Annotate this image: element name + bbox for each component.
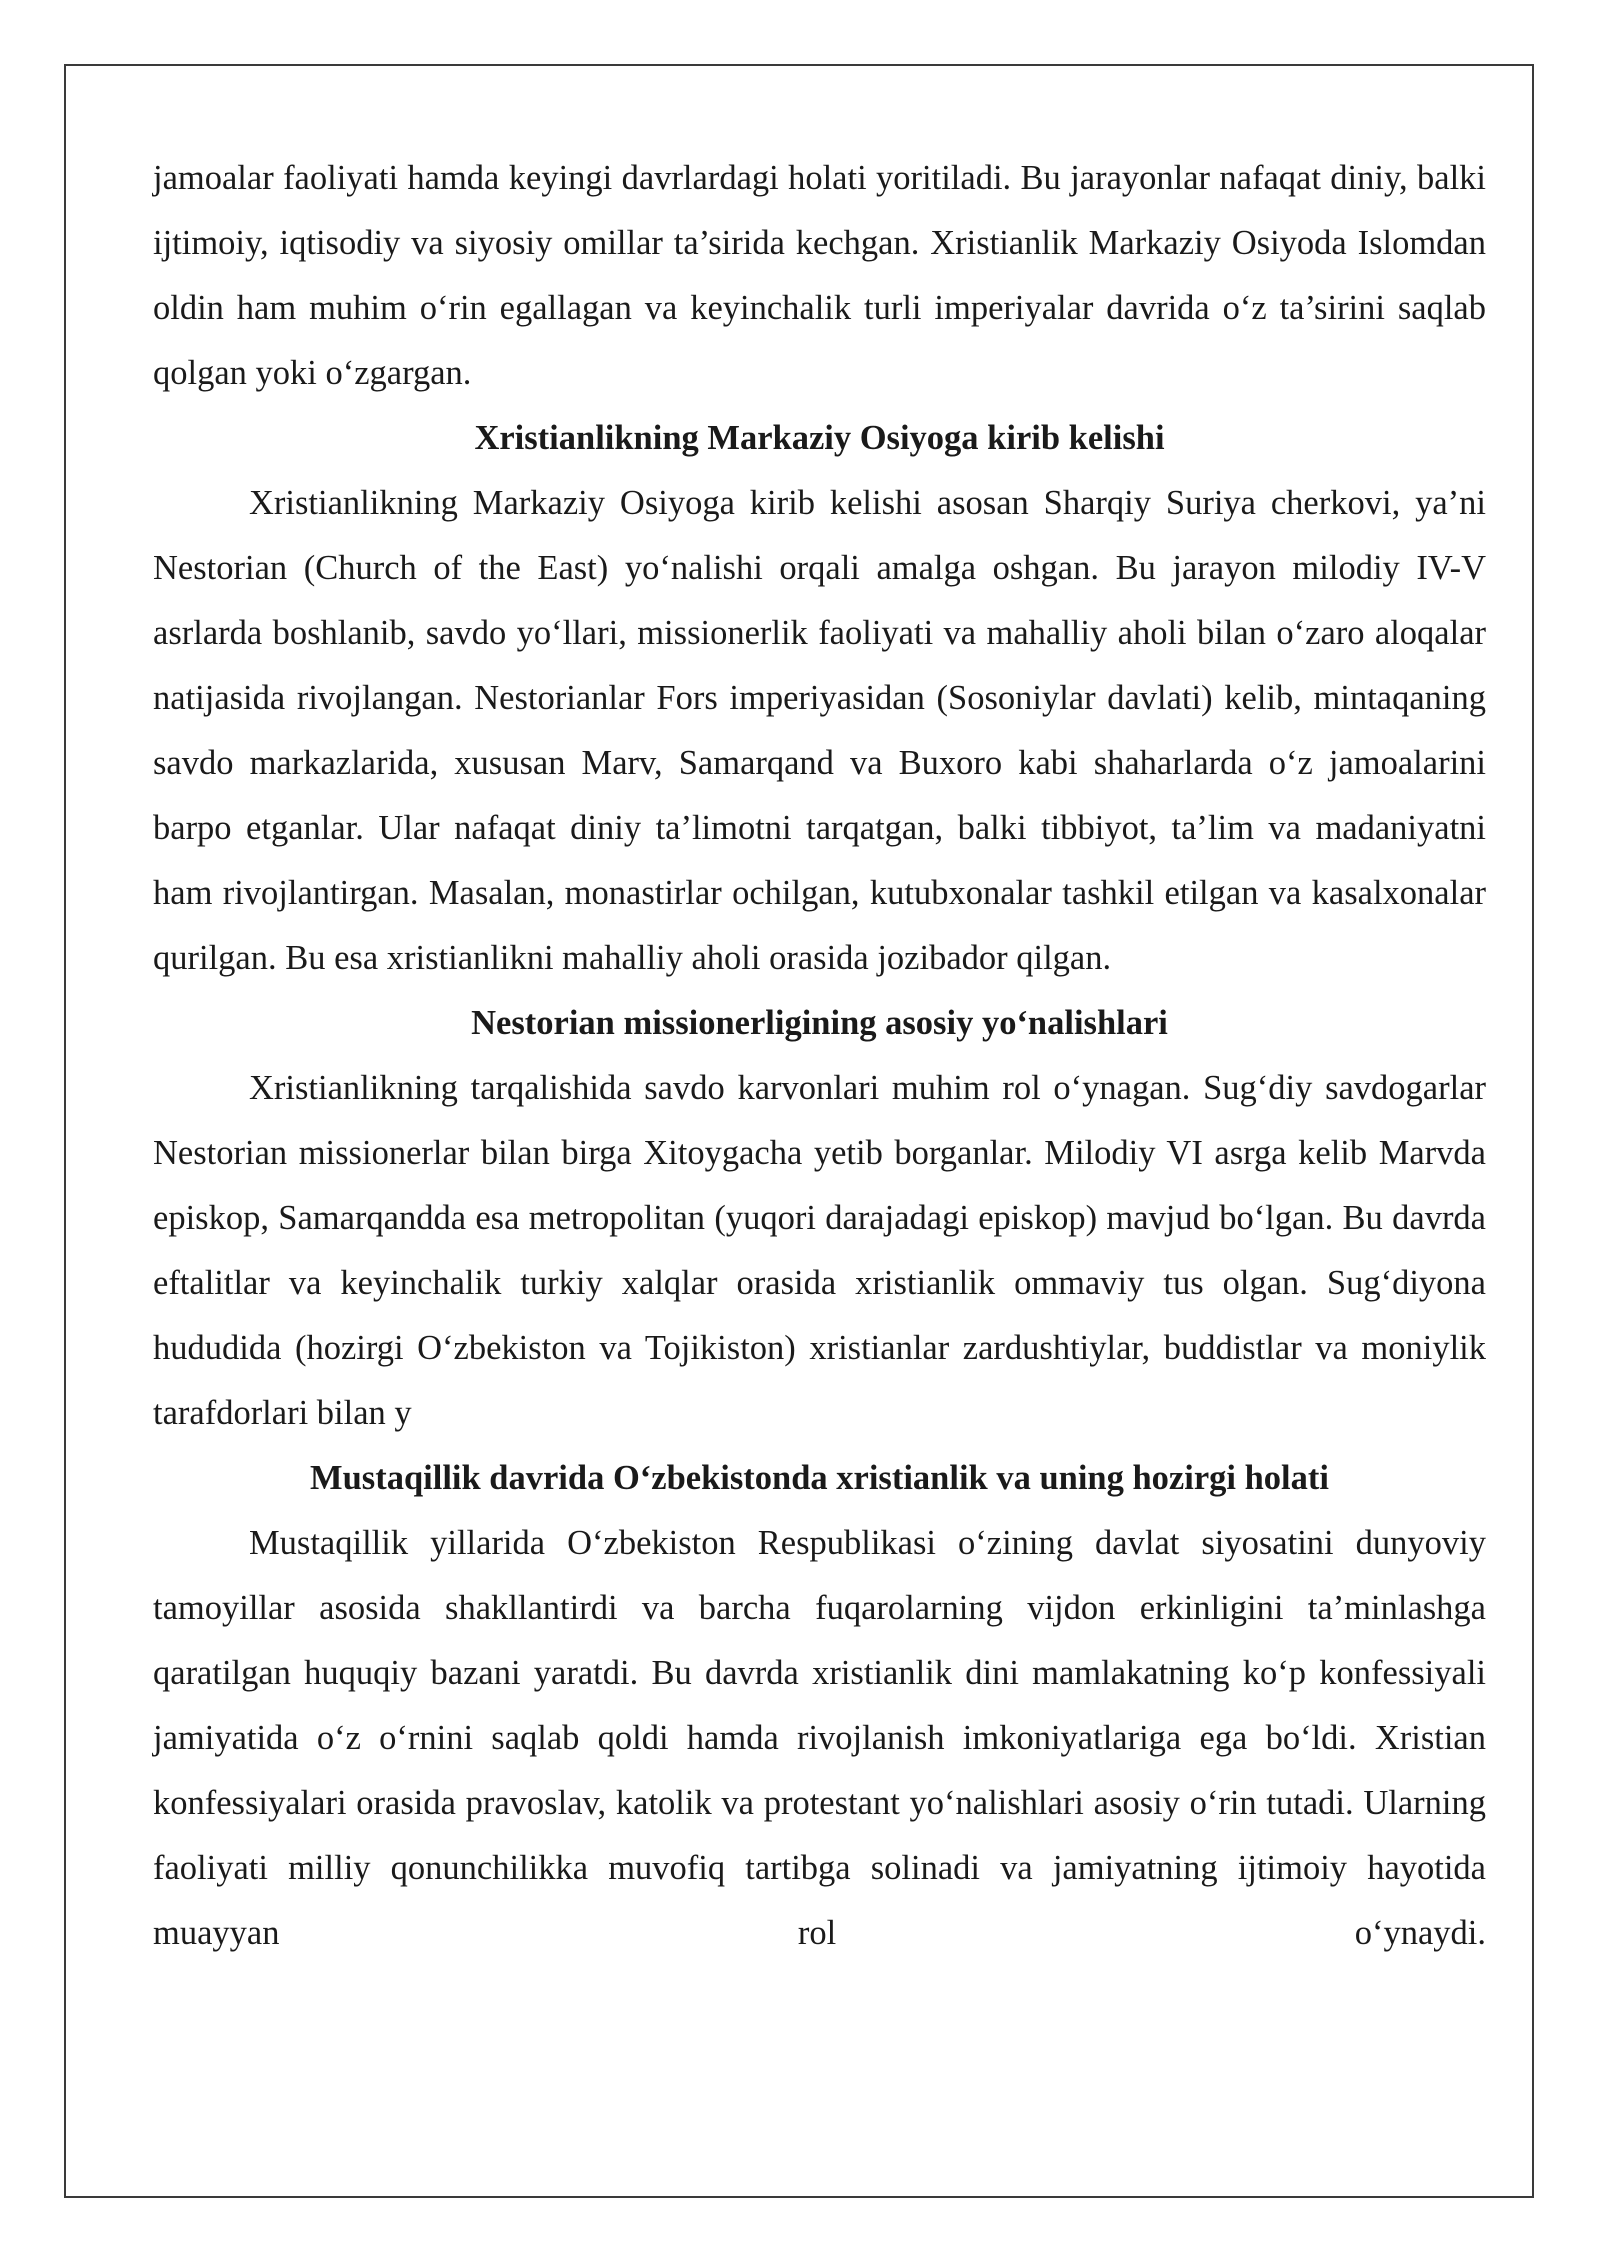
section-heading-independence-period: Mustaqillik davrida O‘zbekistonda xristianlik va uning hozirgi holati: [310, 1459, 1329, 1497]
paragraph-intro-continuation: jamoalar faoliyati hamda keyingi davrlardagi holati yoritiladi. Bu jarayonlar nafaqat diniy, balki ijtimoiy, iqtisodiy va siyosiy omillar ta’sirida kechgan. Xristianlik Markaziy Osiyoda Islomdan oldin ham muhim o‘rin egallagan va keyinchalik turli imperiyalar davrida o‘z ta’sirini saqlab qolgan yoki o‘zgargan.: [153, 159, 1486, 392]
section-heading-arrival: Xristianlikning Markaziy Osiyoga kirib kelishi: [474, 419, 1165, 457]
paragraph-arrival: Xristianlikning Markaziy Osiyoga kirib kelishi asosan Sharqiy Suriya cherkovi, ya’ni Nestorian (Church of the East) yo‘nalishi orqali amalga oshgan. Bu jarayon milodiy IV-V asrlarda boshlanib, savdo yo‘llari, missionerlik faoliyati va mahalliy aholi bilan o‘zaro aloqalar natijasida rivojlangan. Nestorianlar Fors imperiyasidan (Sosoniylar davlati) kelib, mintaqaning savdo markazlarida, xususan Marv, Samarqand va Buxoro kabi shaharlarda o‘z jamoalarini barpo etganlar. Ular nafaqat diniy ta’limotni tarqatgan, balki tibbiyot, ta’lim va madaniyatni ham rivojlantirgan. Masalan, monastirlar ochilgan, kutubxonalar tashkil etilgan va kasalxonalar qurilgan. Bu esa xristianlikni mahalliy aholi orasida jozibador qilgan.: [153, 484, 1486, 977]
section-heading-missionary-directions: Nestorian missionerligining asosiy yo‘nalishlari: [471, 1004, 1168, 1042]
paragraph-missionary-directions: Xristianlikning tarqalishida savdo karvonlari muhim rol o‘ynagan. Sug‘diy savdogarlar Nestorian missionerlar bilan birga Xitoygacha yetib borganlar. Milodiy VI asrga kelib Marvda episkop, Samarqandda esa metropolitan (yuqori darajadagi episkop) mavjud bo‘lgan. Bu davrda eftalitlar va keyinchalik turkiy xalqlar orasida xristianlik ommaviy tus olgan. Sug‘diyona hududida (hozirgi O‘zbekiston va Tojikiston) xristianlar zardushtiylar, buddistlar va moniylik tarafdorlari bilan y: [153, 1069, 1486, 1432]
paragraph-independence-period: Mustaqillik yillarida O‘zbekiston Respublikasi o‘zining davlat siyosatini dunyoviy tamoyillar asosida shakllantirdi va barcha fuqarolarning vijdon erkinligini ta’minlashga qaratilgan huquqiy bazani yaratdi. Bu davrda xristianlik dini mamlakatning ko‘p konfessiyali jamiyatida o‘z o‘rnini saqlab qoldi hamda rivojlanish imkoniyatlariga ega bo‘ldi. Xristian konfessiyalari orasida pravoslav, katolik va protestant yo‘nalishlari asosiy o‘rin tutadi. Ularning faoliyati milliy qonunchilikka muvofiq tartibga solinadi va jamiyatning ijtimoiy hayotida muayyan rol o‘ynaydi.: [153, 1524, 1486, 1952]
document-body: [153, 146, 1486, 1966]
